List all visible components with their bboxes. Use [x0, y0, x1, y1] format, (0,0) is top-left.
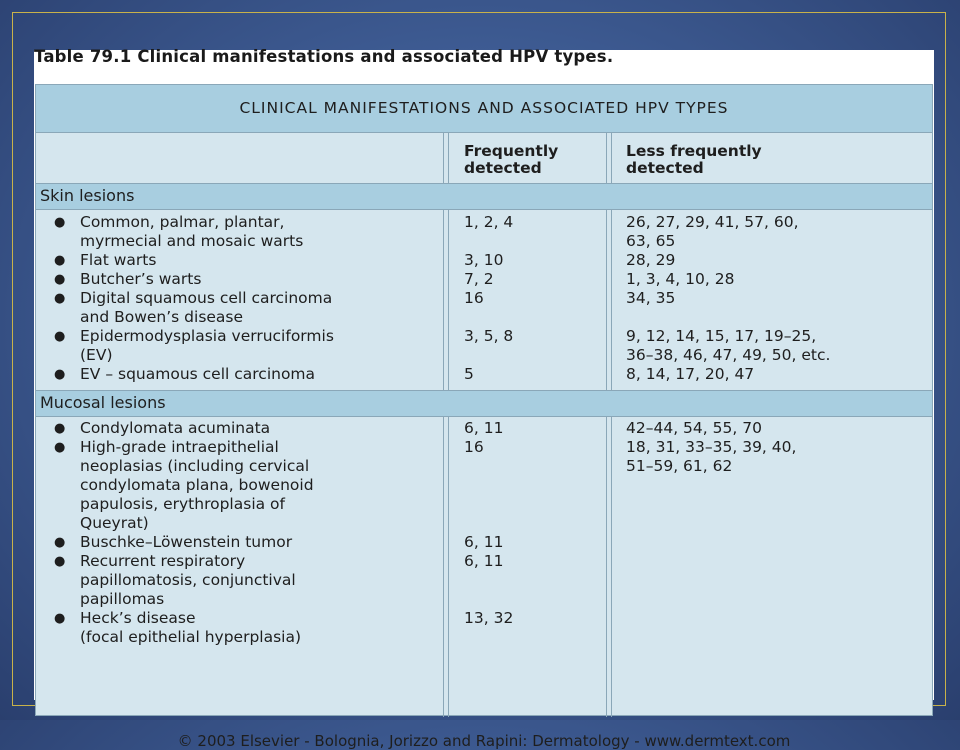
divider [36, 416, 932, 417]
frequent-hpv-types: 13, 32 [464, 609, 514, 627]
lesion-name: Common, palmar, plantar, myrmecial and mosaic warts [80, 213, 304, 250]
hpv-table [35, 84, 933, 716]
divider [36, 209, 932, 210]
lesion-name: EV – squamous cell carcinoma [80, 365, 316, 383]
column-divider [443, 132, 444, 717]
column-divider [448, 132, 449, 717]
bullet-icon: ● [54, 291, 66, 306]
frequent-hpv-types: 3, 10 [464, 251, 504, 269]
frequent-hpv-types: 5 [464, 365, 474, 383]
less-frequent-hpv-types: 18, 31, 33–35, 39, 40, 51–59, 61, 62 [626, 438, 797, 475]
bullet-icon: ● [54, 329, 66, 344]
lesion-name: Condylomata acuminata [80, 419, 271, 437]
table-banner: CLINICAL MANIFESTATIONS AND ASSOCIATED HPV TYPES [36, 85, 932, 132]
less-frequent-hpv-types: 26, 27, 29, 41, 57, 60, 63, 65 [626, 213, 799, 250]
frequent-hpv-types: 6, 11 [464, 552, 504, 570]
less-frequent-hpv-types: 34, 35 [626, 289, 676, 307]
less-frequent-hpv-types: 9, 12, 14, 15, 17, 19–25, 36–38, 46, 47, 49, 50, etc. [626, 327, 831, 364]
frequent-hpv-types: 7, 2 [464, 270, 494, 288]
divider [36, 390, 932, 391]
divider [36, 132, 932, 133]
bullet-icon: ● [54, 253, 66, 268]
bullet-icon: ● [54, 272, 66, 287]
copyright-footer: © 2003 Elsevier - Bolognia, Jorizzo and Rapini: Dermatology - www.dermtext.com [177, 732, 791, 750]
lesion-name: Buschke–Löwenstein tumor [80, 533, 293, 551]
bullet-icon: ● [54, 367, 66, 382]
lesion-name: Butcher’s warts [80, 270, 202, 288]
frequent-hpv-types: 16 [464, 438, 484, 456]
header-less-frequently-detected: Less frequently detected [626, 142, 762, 177]
section-bar-mucosal [36, 390, 932, 416]
frequent-hpv-types: 6, 11 [464, 419, 504, 437]
lesion-name: Recurrent respiratory papillomatosis, conjunctival papillomas [80, 552, 296, 608]
lesion-name: Heck’s disease (focal epithelial hyperplasia) [80, 609, 302, 646]
frequent-hpv-types: 1, 2, 4 [464, 213, 514, 231]
frequent-hpv-types: 3, 5, 8 [464, 327, 514, 345]
bullet-icon: ● [54, 421, 66, 436]
column-divider [606, 132, 607, 717]
less-frequent-hpv-types: 8, 14, 17, 20, 47 [626, 365, 755, 383]
section-title-mucosal: Mucosal lesions [40, 393, 166, 412]
table-caption: Table 79.1 Clinical manifestations and associated HPV types. [34, 47, 614, 66]
bullet-icon: ● [54, 440, 66, 455]
section-bar-skin [36, 183, 932, 209]
frequent-hpv-types: 6, 11 [464, 533, 504, 551]
lesion-name: Epidermodysplasia verruciformis (EV) [80, 327, 334, 364]
less-frequent-hpv-types: 42–44, 54, 55, 70 [626, 419, 762, 437]
less-frequent-hpv-types: 28, 29 [626, 251, 676, 269]
less-frequent-hpv-types: 1, 3, 4, 10, 28 [626, 270, 735, 288]
lesion-name: High-grade intraepithelial neoplasias (including cervical condylomata plana, bowenoid papulosis, erythroplasia of Queyrat) [80, 438, 314, 532]
bullet-icon: ● [54, 215, 66, 230]
divider [36, 183, 932, 184]
header-frequently-detected: Frequently detected [464, 142, 559, 177]
frequent-hpv-types: 16 [464, 289, 484, 307]
bullet-icon: ● [54, 611, 66, 626]
column-divider [611, 132, 612, 717]
lesion-name: Flat warts [80, 251, 157, 269]
lesion-name: Digital squamous cell carcinoma and Bowen’s disease [80, 289, 333, 326]
section-title-skin: Skin lesions [40, 186, 135, 205]
bullet-icon: ● [54, 554, 66, 569]
document-page [34, 47, 934, 750]
bullet-icon: ● [54, 535, 66, 550]
